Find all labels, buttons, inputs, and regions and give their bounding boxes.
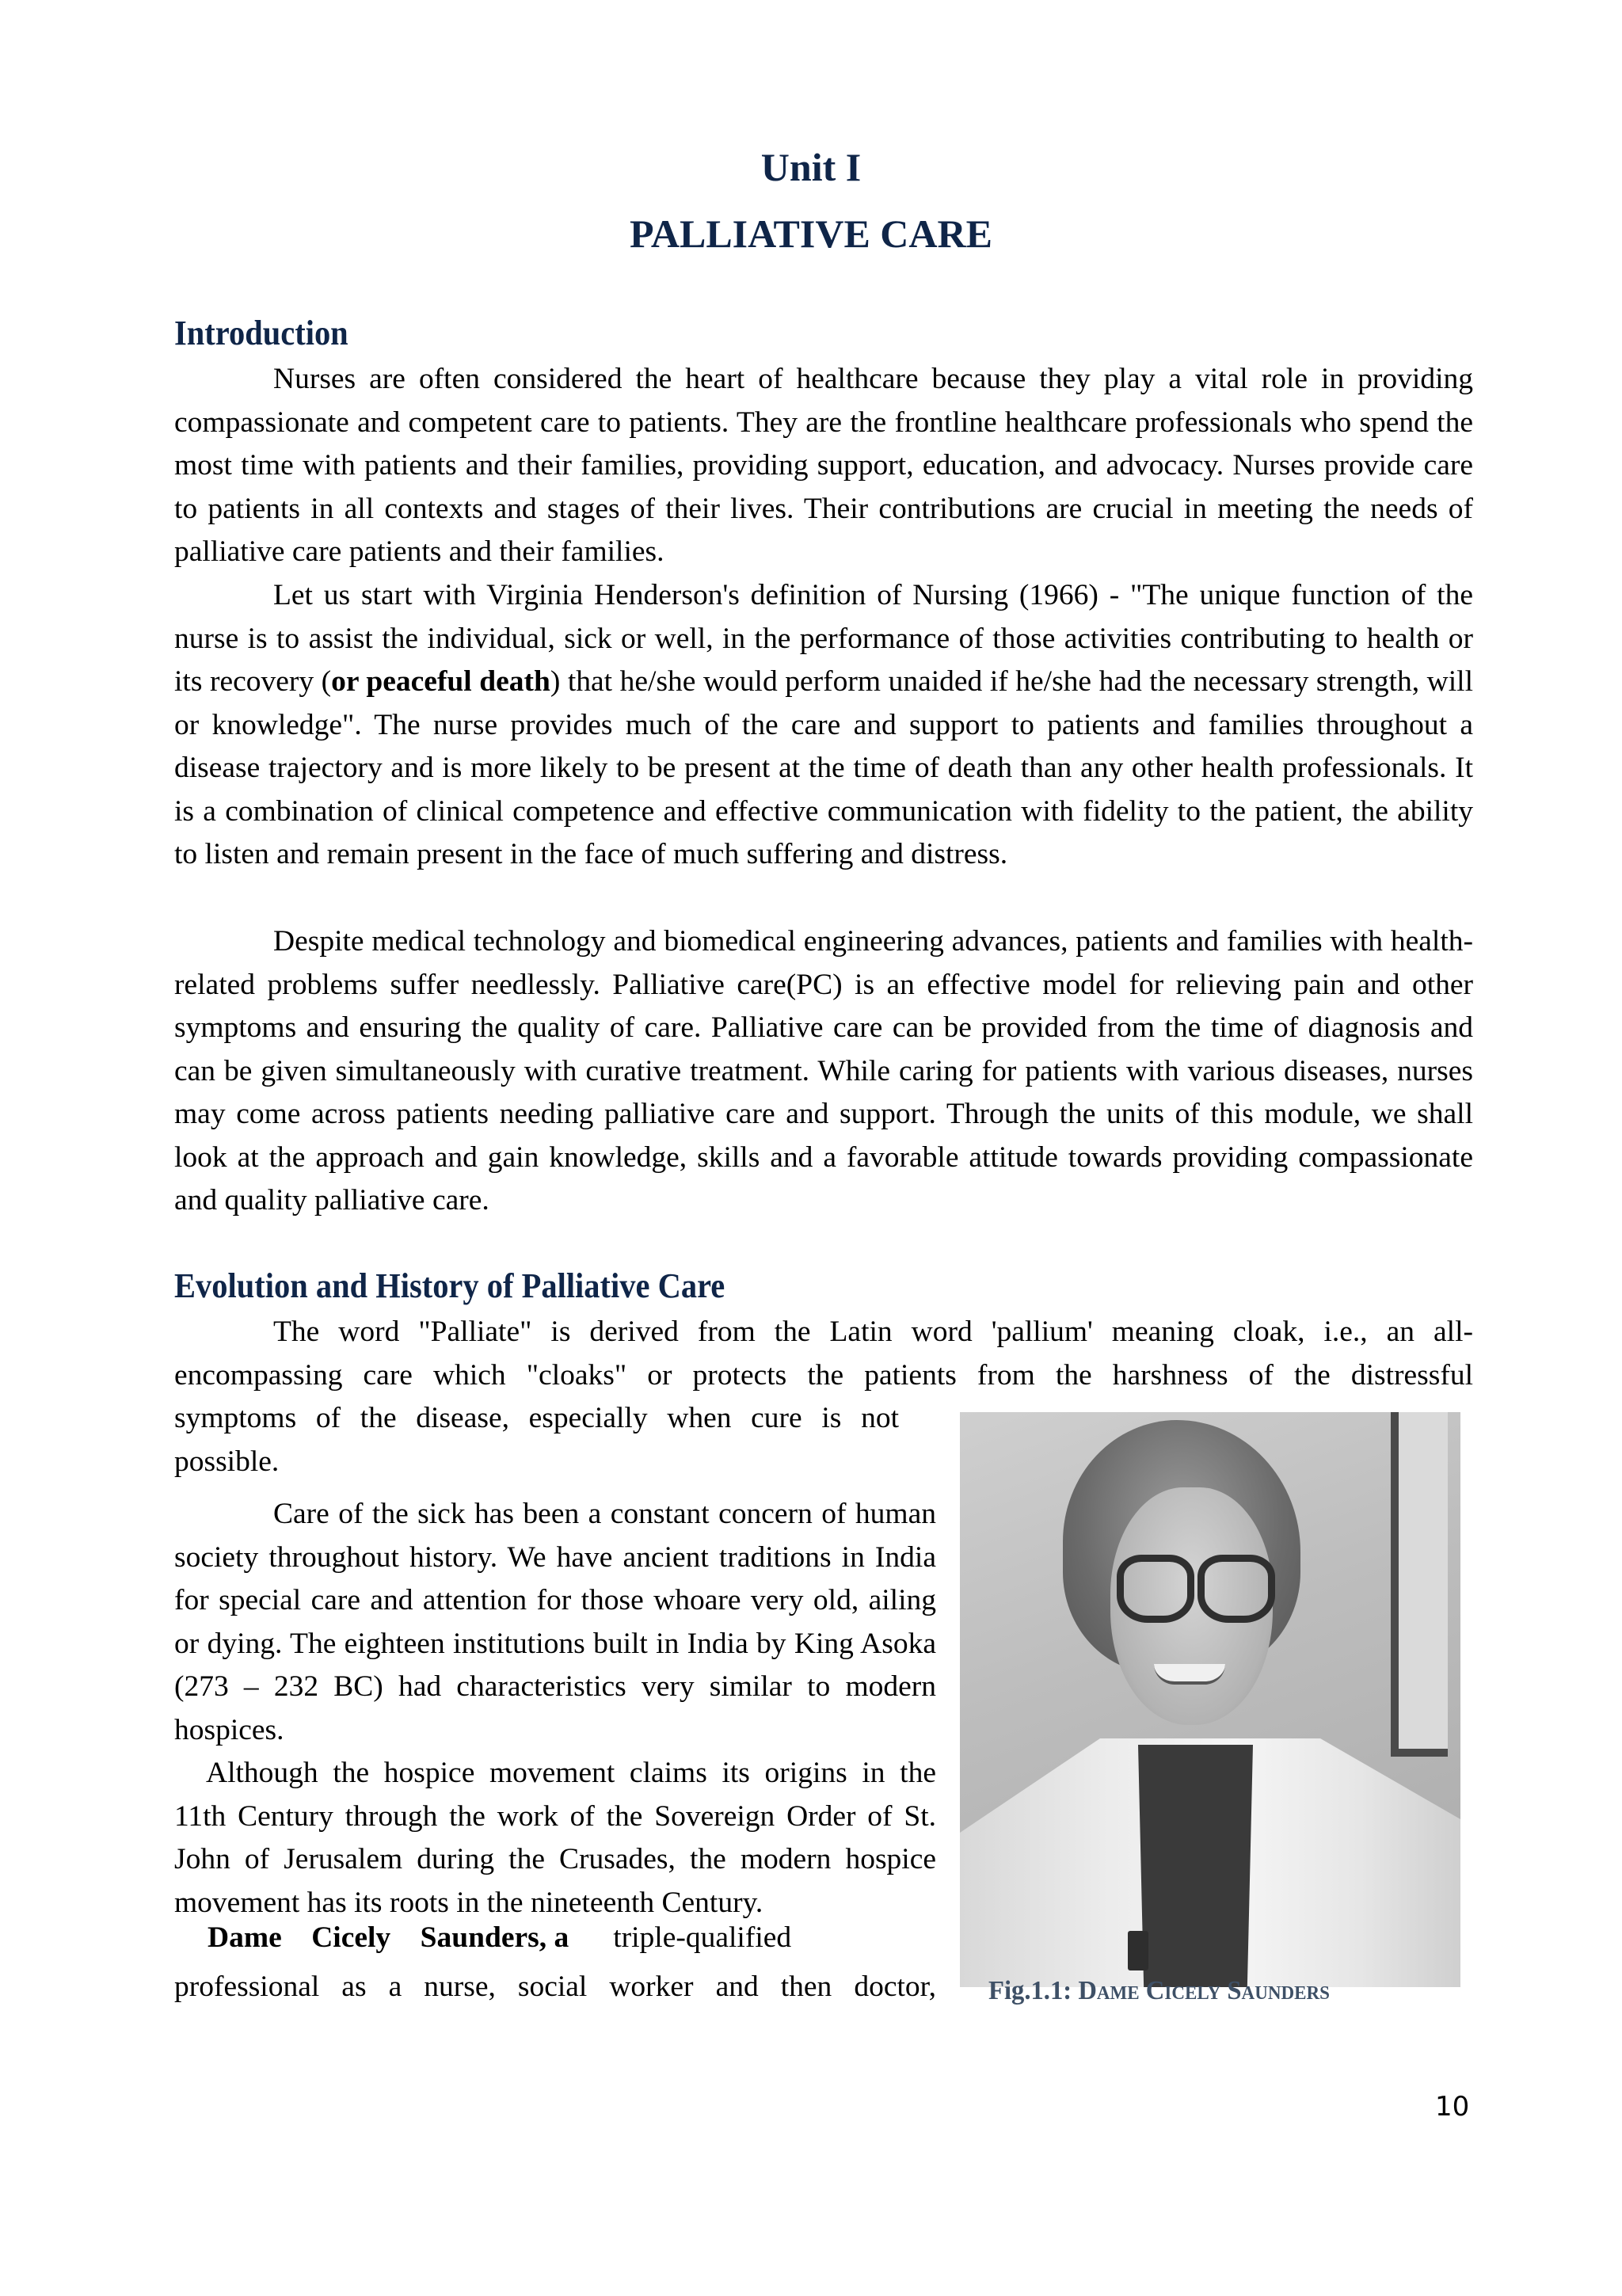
evolution-paragraph-3-text: Although the hospice movement claims its origins in the 11th Century through the work of the Sovereign Order of St. John of Jerusalem during the Crusades, the modern hospice movement has its roots in the nineteenth Century. [174,1757,936,1919]
emphasis-peaceful-death: or peaceful death [331,665,550,698]
evolution-paragraph-1-cont-text: symptoms of the disease, especially when cure is not possible. [174,1402,899,1478]
page-number: 10 [1435,2091,1470,2123]
section-heading-evolution: Evolution and History of Palliative Care [174,1266,725,1305]
intro-paragraph-2-text-b: ) that he/she would perform unaided if he/she had the necessary strength, will or knowledge". The nurse provides much of the care and support to patients and families throughout a disease trajectory and is more likely to be present at the time of death than any other health professionals. It is a combination of clinical competence and effective communication with fidelity to the patient, the ability to listen and remain present in the face of much suffering and distress. [174,665,1473,870]
evolution-paragraph-2 [174,1493,936,1752]
intro-paragraph-1 [174,358,1473,574]
intro-paragraph-1-text: Nurses are often considered the heart of healthcare because they play a vital role in providing compassionate and competent care to patients. They are the frontline healthcare professionals who spend the most time with patients and their families, providing support, education, and advocacy. Nurses provide care to patients in all contexts and stages of their lives. Their contributions are crucial in meeting the needs of palliative care patients and their families. [174,363,1473,568]
name-dame-cicely-saunders: Dame Cicely Saunders, a [208,1921,569,1954]
evolution-paragraph-5 [174,1966,936,2009]
glasses-right-shape [1197,1555,1275,1623]
portrait-image [960,1412,1460,1987]
lapel-pin-icon [1128,1931,1148,1970]
section-heading-introduction: Introduction [174,314,348,352]
glasses-left-shape [1117,1555,1194,1623]
intro-paragraph-3 [174,920,1473,1223]
intro-paragraph-2 [174,574,1473,877]
evolution-paragraph-1-text: The word "Palliate" is derived from the Latin word 'pallium' meaning cloak, i.e., an all-encompassing care which "cloaks" or protects the patients from the harshness of the distressful [174,1316,1473,1392]
figure-caption [988,1976,1330,2006]
chapter-title: PALLIATIVE CARE [630,211,992,256]
intro-paragraph-2-text-a: Let us start with Virginia Henderson's definition of Nursing (1966) - "The unique function of the nurse is to assist the individual, sick or well, in the performance of those activities contributing to health or its recovery ( [174,579,1473,698]
evolution-paragraph-5-text: professional as a nurse, social worker and then doctor, [174,1970,936,2003]
evolution-paragraph-1 [174,1311,1473,1397]
evolution-paragraph-2-text: Care of the sick has been a constant concern of human society throughout history. We have ancient traditions in India for special care and attention for those whoare very old, ailing or dying. The eighteen institutions built in India by King Asoka (273 – 232 BC) had characteristics very similar to modern hospices. [174,1498,936,1746]
evolution-paragraph-3 [174,1752,936,1925]
wall-frame-shape [1391,1412,1448,1757]
unit-title: Unit I [760,145,862,189]
smile-shape [1154,1664,1225,1685]
figure-label: Fig.1.1: [988,1976,1072,2005]
evolution-paragraph-1-continued [174,1397,899,1483]
evolution-paragraph-4-text: triple-qualified [613,1921,792,1954]
figure-caption-text: Dame Cicely Saunders [1078,1976,1330,2005]
evolution-paragraph-4 [208,1921,791,1955]
intro-paragraph-3-text: Despite medical technology and biomedical engineering advances, patients and families with health-related problems suffer needlessly. Palliative care(PC) is an effective model for relieving pain and other symptoms and ensuring the quality of care. Palliative care can be provided from the time of diagnosis and can be given simultaneously with curative treatment. While caring for patients with various diseases, nurses may come across patients needing palliative care and support. Through the units of this module, we shall look at the approach and gain knowledge, skills and a favorable attitude towards providing compassionate and quality palliative care. [174,925,1473,1217]
shirt-shape [1138,1745,1253,1987]
